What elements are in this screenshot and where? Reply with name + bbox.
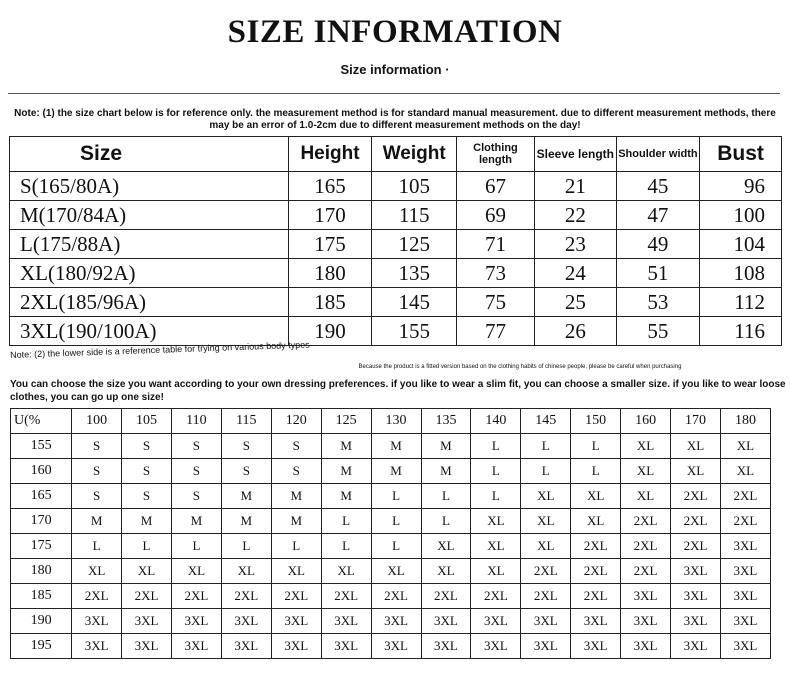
fit-table-cell: 2XL bbox=[421, 584, 471, 609]
fit-table-cell: L bbox=[421, 484, 471, 509]
fit-table-cell: 3XL bbox=[371, 609, 421, 634]
fit-table-cell: 3XL bbox=[671, 584, 721, 609]
fit-table-cell: XL bbox=[321, 559, 371, 584]
fit-table-cell: M bbox=[421, 459, 471, 484]
fit-table-cell: 2XL bbox=[371, 584, 421, 609]
fit-table-weight: 180 bbox=[720, 409, 770, 434]
fit-table-cell: S bbox=[72, 434, 122, 459]
fit-table-row bbox=[11, 584, 771, 609]
fit-table-cell: 3XL bbox=[471, 634, 521, 659]
fit-table-cell: 3XL bbox=[720, 634, 770, 659]
size-table-header bbox=[10, 137, 782, 172]
size-table-cell: 190 bbox=[288, 317, 372, 346]
fit-table-cell: 2XL bbox=[122, 584, 172, 609]
fit-table-cell: 3XL bbox=[271, 609, 321, 634]
fit-table-cell: XL bbox=[371, 559, 421, 584]
fit-table-cell: 3XL bbox=[671, 559, 721, 584]
fit-table-cell: S bbox=[171, 484, 221, 509]
size-table-cell: 71 bbox=[456, 230, 534, 259]
fit-table-cell: XL bbox=[521, 534, 571, 559]
note-size-preference: You can choose the size you want according to your own dressing preferences. if you like to wear a slim fit, you can choose a smaller size. if you like to wear loose clothes, you can go up one size! bbox=[10, 379, 786, 403]
size-table-row bbox=[10, 259, 782, 288]
size-table-cell: 2XL(185/96A) bbox=[10, 288, 289, 317]
size-table-cell: 100 bbox=[700, 201, 782, 230]
fit-table-row bbox=[11, 459, 771, 484]
fit-table-cell: L bbox=[171, 534, 221, 559]
fit-table-cell: M bbox=[321, 434, 371, 459]
fit-table-cell: L bbox=[371, 509, 421, 534]
fit-table-cell: 2XL bbox=[471, 584, 521, 609]
fit-table-cell: 3XL bbox=[671, 609, 721, 634]
fit-table-cell: 3XL bbox=[72, 634, 122, 659]
fit-table-cell: M bbox=[371, 434, 421, 459]
fit-table-cell: L bbox=[421, 509, 471, 534]
fit-table-cell: L bbox=[471, 459, 521, 484]
fit-table-cell: 2XL bbox=[571, 559, 621, 584]
page-title: SIZE INFORMATION bbox=[227, 14, 563, 50]
fit-table-cell: 3XL bbox=[621, 584, 671, 609]
fit-table-cell: XL bbox=[521, 484, 571, 509]
fit-table-cell: S bbox=[122, 484, 172, 509]
fit-table-cell: 2XL bbox=[671, 484, 721, 509]
fit-table-cell: XL bbox=[671, 434, 721, 459]
fit-table-cell: M bbox=[271, 484, 321, 509]
fit-table-cell: 2XL bbox=[271, 584, 321, 609]
fit-table-cell: 2XL bbox=[720, 509, 770, 534]
fit-table-cell: 3XL bbox=[471, 609, 521, 634]
fit-table-cell: XL bbox=[471, 509, 521, 534]
fit-table-cell: M bbox=[421, 434, 471, 459]
fit-table-cell: 3XL bbox=[321, 634, 371, 659]
fit-table-cell: 2XL bbox=[521, 559, 571, 584]
fit-table-cell: XL bbox=[720, 434, 770, 459]
fit-table-cell: L bbox=[371, 484, 421, 509]
fit-table-cell: XL bbox=[421, 534, 471, 559]
fit-table-row bbox=[11, 559, 771, 584]
size-table-cell: S(165/80A) bbox=[10, 172, 289, 201]
fit-table-row bbox=[11, 534, 771, 559]
fit-table-row bbox=[11, 434, 771, 459]
fit-table-cell: 3XL bbox=[171, 609, 221, 634]
fit-table-cell: XL bbox=[621, 434, 671, 459]
fit-table-weight: 100 bbox=[72, 409, 122, 434]
size-table-cell: 115 bbox=[372, 201, 457, 230]
size-table-row bbox=[10, 288, 782, 317]
fit-table-cell: 2XL bbox=[671, 534, 721, 559]
fit-table-cell: L bbox=[571, 459, 621, 484]
fit-table-cell: 3XL bbox=[720, 559, 770, 584]
fit-table-cell: XL bbox=[471, 559, 521, 584]
fit-table-cell: L bbox=[72, 534, 122, 559]
fit-table-cell: L bbox=[122, 534, 172, 559]
header-size: Size bbox=[10, 137, 289, 172]
fit-table-row bbox=[11, 634, 771, 659]
fit-table-cell: 3XL bbox=[171, 634, 221, 659]
fit-table-cell: XL bbox=[171, 559, 221, 584]
size-table-row bbox=[10, 172, 782, 201]
fit-table-cell: L bbox=[321, 509, 371, 534]
fit-table bbox=[10, 408, 771, 659]
fit-table-cell: 3XL bbox=[122, 634, 172, 659]
size-table-cell: 24 bbox=[534, 259, 616, 288]
fit-table-cell: XL bbox=[521, 509, 571, 534]
fit-table-weight: 135 bbox=[421, 409, 471, 434]
fit-table-cell: 2XL bbox=[621, 534, 671, 559]
size-table-cell: 45 bbox=[616, 172, 699, 201]
fit-table-weight: 140 bbox=[471, 409, 521, 434]
fit-table-cell: 2XL bbox=[521, 584, 571, 609]
fit-table-cell: 3XL bbox=[72, 609, 122, 634]
fit-table-cell: XL bbox=[571, 484, 621, 509]
fit-table-height: 195 bbox=[11, 634, 72, 659]
fit-table-cell: M bbox=[271, 509, 321, 534]
size-table-cell: 185 bbox=[288, 288, 372, 317]
size-table-cell: 112 bbox=[700, 288, 782, 317]
fit-table-cell: L bbox=[471, 434, 521, 459]
size-table-cell: 53 bbox=[616, 288, 699, 317]
size-table-cell: 69 bbox=[456, 201, 534, 230]
fit-table-cell: 3XL bbox=[122, 609, 172, 634]
header-bust: Bust bbox=[700, 137, 782, 172]
fit-table-cell: M bbox=[321, 459, 371, 484]
size-table-cell: XL(180/92A) bbox=[10, 259, 289, 288]
size-table-cell: 77 bbox=[456, 317, 534, 346]
fit-table-cell: L bbox=[521, 459, 571, 484]
fit-table-cell: L bbox=[521, 434, 571, 459]
fit-table-height: 175 bbox=[11, 534, 72, 559]
fit-table-weight: 110 bbox=[171, 409, 221, 434]
fit-table-cell: 3XL bbox=[621, 634, 671, 659]
fit-table-cell: S bbox=[271, 459, 321, 484]
fit-table-cell: 3XL bbox=[720, 534, 770, 559]
size-table-cell: 180 bbox=[288, 259, 372, 288]
fit-table-weight: 125 bbox=[321, 409, 371, 434]
size-table-row bbox=[10, 230, 782, 259]
fit-table-cell: 2XL bbox=[321, 584, 371, 609]
size-table-cell: 73 bbox=[456, 259, 534, 288]
header-shoulder-width: Shoulder width bbox=[616, 137, 699, 172]
fit-table-cell: S bbox=[72, 484, 122, 509]
fit-table-cell: 3XL bbox=[221, 609, 271, 634]
size-table-cell: 145 bbox=[372, 288, 457, 317]
note-body-types: Note: (2) the lower side is a reference table for trying on various body types bbox=[10, 339, 310, 360]
fit-table-cell: 2XL bbox=[571, 584, 621, 609]
size-table-cell: 22 bbox=[534, 201, 616, 230]
divider bbox=[8, 93, 780, 94]
note-fitted-version: Because the product is a fitted version based on the clothing habits of chinese people, please be careful when purchasing bbox=[358, 364, 682, 370]
header-clothing-length: Clothing length bbox=[456, 137, 534, 172]
fit-table-weight: 170 bbox=[671, 409, 721, 434]
size-table-cell: M(170/84A) bbox=[10, 201, 289, 230]
size-table-cell: 26 bbox=[534, 317, 616, 346]
fit-table-cell: 2XL bbox=[720, 484, 770, 509]
fit-table-cell: 3XL bbox=[271, 634, 321, 659]
fit-table-cell: 2XL bbox=[621, 559, 671, 584]
size-table-cell: 23 bbox=[534, 230, 616, 259]
fit-table-height: 160 bbox=[11, 459, 72, 484]
size-table-row bbox=[10, 317, 782, 346]
header-height: Height bbox=[288, 137, 372, 172]
size-table-cell: 108 bbox=[700, 259, 782, 288]
fit-table-cell: S bbox=[72, 459, 122, 484]
fit-table-cell: XL bbox=[122, 559, 172, 584]
fit-table-cell: S bbox=[221, 434, 271, 459]
fit-table-row bbox=[11, 509, 771, 534]
fit-table-cell: S bbox=[122, 459, 172, 484]
fit-table-cell: S bbox=[171, 459, 221, 484]
fit-table-cell: XL bbox=[571, 509, 621, 534]
fit-table-weight: 115 bbox=[221, 409, 271, 434]
fit-table-cell: 3XL bbox=[321, 609, 371, 634]
fit-table-weight: 120 bbox=[271, 409, 321, 434]
fit-table-cell: L bbox=[271, 534, 321, 559]
size-table-cell: 25 bbox=[534, 288, 616, 317]
fit-table-cell: XL bbox=[271, 559, 321, 584]
fit-table-cell: M bbox=[221, 484, 271, 509]
fit-table-cell: 3XL bbox=[571, 609, 621, 634]
fit-table-weight: 150 bbox=[571, 409, 621, 434]
fit-table-cell: XL bbox=[621, 459, 671, 484]
fit-table-cell: XL bbox=[221, 559, 271, 584]
fit-table-cell: L bbox=[371, 534, 421, 559]
fit-table-cell: M bbox=[171, 509, 221, 534]
size-table-cell: 105 bbox=[372, 172, 457, 201]
fit-table-cell: XL bbox=[421, 559, 471, 584]
size-table-cell: 51 bbox=[616, 259, 699, 288]
fit-table-cell: 3XL bbox=[371, 634, 421, 659]
page-subtitle: Size information · bbox=[340, 62, 450, 77]
note-measurement: Note: (1) the size chart below is for reference only. the measurement method is for standard manual measurement. due to different measurement methods, there may be an error of 1.0-2cm due to different measurement methods on the day! bbox=[14, 108, 776, 131]
fit-table-cell: L bbox=[471, 484, 521, 509]
fit-table-cell: XL bbox=[671, 459, 721, 484]
fit-table-cell: S bbox=[221, 459, 271, 484]
fit-table-cell: L bbox=[221, 534, 271, 559]
fit-table-cell: 3XL bbox=[421, 634, 471, 659]
fit-table-cell: 3XL bbox=[720, 584, 770, 609]
fit-table-cell: M bbox=[72, 509, 122, 534]
fit-table-cell: 3XL bbox=[521, 634, 571, 659]
size-table-cell: 21 bbox=[534, 172, 616, 201]
fit-table-cell: 2XL bbox=[571, 534, 621, 559]
fit-table-row bbox=[11, 609, 771, 634]
size-table-cell: 125 bbox=[372, 230, 457, 259]
size-table-cell: L(175/88A) bbox=[10, 230, 289, 259]
fit-table-cell: 3XL bbox=[221, 634, 271, 659]
fit-table-height: 155 bbox=[11, 434, 72, 459]
fit-table-cell: 2XL bbox=[72, 584, 122, 609]
size-table-cell: 3XL(190/100A) bbox=[10, 317, 289, 346]
fit-table-cell: L bbox=[571, 434, 621, 459]
size-table bbox=[9, 136, 782, 346]
fit-table-cell: S bbox=[122, 434, 172, 459]
fit-table-cell: L bbox=[321, 534, 371, 559]
fit-table-weight: 130 bbox=[371, 409, 421, 434]
fit-table-cell: 2XL bbox=[221, 584, 271, 609]
fit-table-cell: M bbox=[321, 484, 371, 509]
fit-table-cell: XL bbox=[720, 459, 770, 484]
fit-table-cell: S bbox=[171, 434, 221, 459]
fit-table-cell: 3XL bbox=[421, 609, 471, 634]
fit-table-weight: 105 bbox=[122, 409, 172, 434]
fit-table-cell: XL bbox=[621, 484, 671, 509]
fit-table-weight: 160 bbox=[621, 409, 671, 434]
size-table-cell: 175 bbox=[288, 230, 372, 259]
fit-table-row bbox=[11, 484, 771, 509]
fit-table-header bbox=[11, 409, 771, 434]
fit-table-cell: S bbox=[271, 434, 321, 459]
fit-table-cell: M bbox=[122, 509, 172, 534]
size-table-cell: 104 bbox=[700, 230, 782, 259]
fit-table-height: 180 bbox=[11, 559, 72, 584]
fit-table-cell: M bbox=[371, 459, 421, 484]
fit-table-height: 165 bbox=[11, 484, 72, 509]
size-table-cell: 170 bbox=[288, 201, 372, 230]
fit-table-cell: 3XL bbox=[671, 634, 721, 659]
size-table-row bbox=[10, 201, 782, 230]
header-weight: Weight bbox=[372, 137, 457, 172]
fit-table-weight: 145 bbox=[521, 409, 571, 434]
fit-table-cell: 3XL bbox=[571, 634, 621, 659]
size-table-cell: 96 bbox=[700, 172, 782, 201]
fit-table-cell: 3XL bbox=[720, 609, 770, 634]
fit-table-cell: XL bbox=[471, 534, 521, 559]
fit-table-height: 170 bbox=[11, 509, 72, 534]
fit-table-corner: U(% bbox=[11, 409, 72, 434]
size-table-cell: 135 bbox=[372, 259, 457, 288]
fit-table-cell: 2XL bbox=[621, 509, 671, 534]
fit-table-cell: 3XL bbox=[521, 609, 571, 634]
fit-table-cell: M bbox=[221, 509, 271, 534]
fit-table-cell: XL bbox=[72, 559, 122, 584]
header-sleeve-length: Sleeve length bbox=[534, 137, 616, 172]
size-table-cell: 55 bbox=[616, 317, 699, 346]
size-table-cell: 47 bbox=[616, 201, 699, 230]
size-table-cell: 49 bbox=[616, 230, 699, 259]
size-table-cell: 165 bbox=[288, 172, 372, 201]
size-table-cell: 75 bbox=[456, 288, 534, 317]
fit-table-cell: 2XL bbox=[671, 509, 721, 534]
fit-table-height: 185 bbox=[11, 584, 72, 609]
fit-table-cell: 3XL bbox=[621, 609, 671, 634]
size-table-cell: 67 bbox=[456, 172, 534, 201]
fit-table-height: 190 bbox=[11, 609, 72, 634]
size-table-cell: 116 bbox=[700, 317, 782, 346]
size-table-cell: 155 bbox=[372, 317, 457, 346]
fit-table-cell: 2XL bbox=[171, 584, 221, 609]
